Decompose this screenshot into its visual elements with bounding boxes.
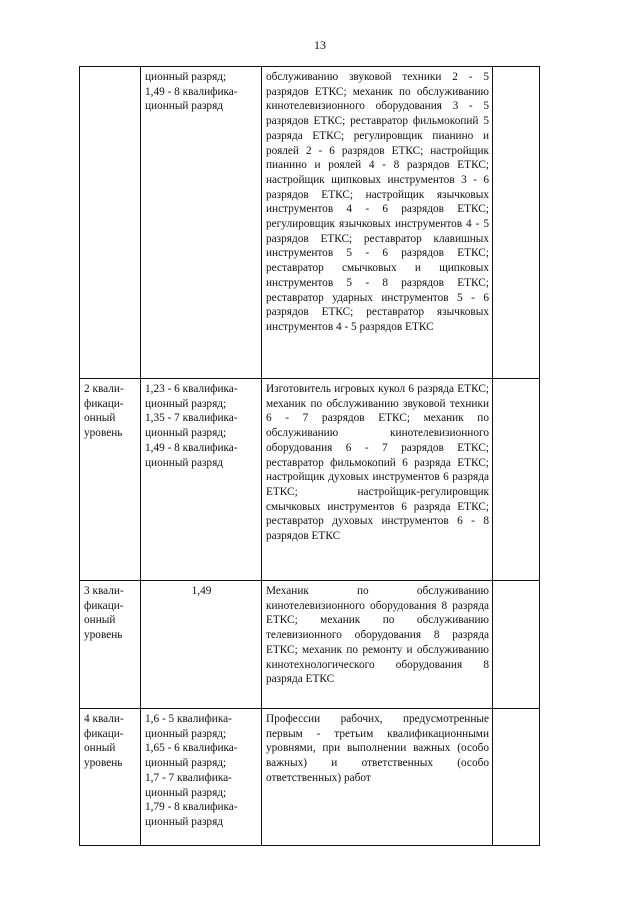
page-number: 13 xyxy=(314,38,326,52)
professions-cell xyxy=(262,67,493,379)
professions-text: Изготовитель игровых кукол 6 разряда ЕТКС; механик по обслуживанию звуковой техники 6 - 7 разрядов ЕТКС; механик по обслуживанию кинотелевизионного оборудования 6 - 7 разрядов ЕТКС; реставратор фильмокопий 6 разряда ЕТКС; настройщик духовых инструментов 6 разряда ЕТКС; настройщик-регулировщик смычковых инструментов 6 разряда ЕТКС; реставратор духовых инструментов 6 - 8 разрядов ЕТКС xyxy=(266,383,489,543)
coefficient-cell xyxy=(141,379,262,581)
qualification-level: 3 квали- фикаци- онный уровень xyxy=(84,585,124,642)
coefficient-cell xyxy=(141,67,262,379)
extra-cell xyxy=(493,709,540,846)
qualification-table xyxy=(79,66,540,846)
extra-cell xyxy=(493,379,540,581)
coefficient-text: 1,49 xyxy=(191,585,212,597)
extra-cell xyxy=(493,67,540,379)
professions-text: обслуживанию звуковой техники 2 - 5 разрядов ЕТКС; механик по обслуживанию кинотелевизионного оборудования 3 - 5 разрядов ЕТКС; реставратор фильмокопий 5 разряда ЕТКС; регулировщик пианино и роялей 2 - 6 разрядов ЕТКС; настройщик пианино и роялей 4 - 8 разрядов ЕТКС; настройщик щипковых инструментов 3 - 6 разрядов ЕТКС; настройщик язычковых инструментов 4 - 6 разрядов ЕТКС; регулировщик язычковых инструментов 4 - 5 разрядов ЕТКС; реставратор клавишных инструментов 5 - 6 разрядов ЕТКС; реставратор смычковых и щипковых инструментов 5 - 8 разрядов ЕТКС; реставратор ударных инструментов 5 - 6 разрядов ЕТКС; реставратор язычковых инструментов 4 - 5 разрядов ЕТКС xyxy=(266,71,489,333)
professions-text: Профессии рабочих, предусмотренные первым - третьим квалификационными уровнями, при выполнении важных (особо важных) и ответственных (особо ответственных) работ xyxy=(266,713,489,784)
coefficient-text: 1,23 - 6 квалифика- ционный разряд; 1,35 - 7 квалифика- ционный разряд; 1,49 - 8 квалифика- ционный разряд xyxy=(145,383,238,469)
qualification-level: 4 квали- фикаци- онный уровень xyxy=(84,713,124,770)
qualification-level-cell xyxy=(80,581,141,709)
coefficient-text: ционный разряд; 1,49 - 8 квалифика- ционный разряд xyxy=(145,71,238,113)
qualification-level: 2 квали- фикаци- онный уровень xyxy=(84,383,124,440)
extra-cell xyxy=(493,581,540,709)
table-row xyxy=(80,709,540,846)
professions-cell xyxy=(262,581,493,709)
qualification-level-cell xyxy=(80,379,141,581)
table-row xyxy=(80,379,540,581)
professions-cell xyxy=(262,379,493,581)
table-row xyxy=(80,581,540,709)
coefficient-text: 1,6 - 5 квалифика- ционный разряд; 1,65 - 6 квалифика- ционный разряд; 1,7 - 7 квалифика- ционный разряд; 1,79 - 8 квалифика- ционный разряд xyxy=(145,713,238,828)
coefficient-cell xyxy=(141,709,262,846)
professions-cell xyxy=(262,709,493,846)
table-row xyxy=(80,67,540,379)
qualification-level-cell xyxy=(80,67,141,379)
qualification-level-cell xyxy=(80,709,141,846)
coefficient-cell xyxy=(141,581,262,709)
professions-text: Механик по обслуживанию кинотелевизионного оборудования 8 разряда ЕТКС; механик по обслуживанию телевизионного оборудования 8 разряда ЕТКС; механик по ремонту и обслуживанию кинотехнологического оборудования 8 разряда ЕТКС xyxy=(266,585,489,686)
